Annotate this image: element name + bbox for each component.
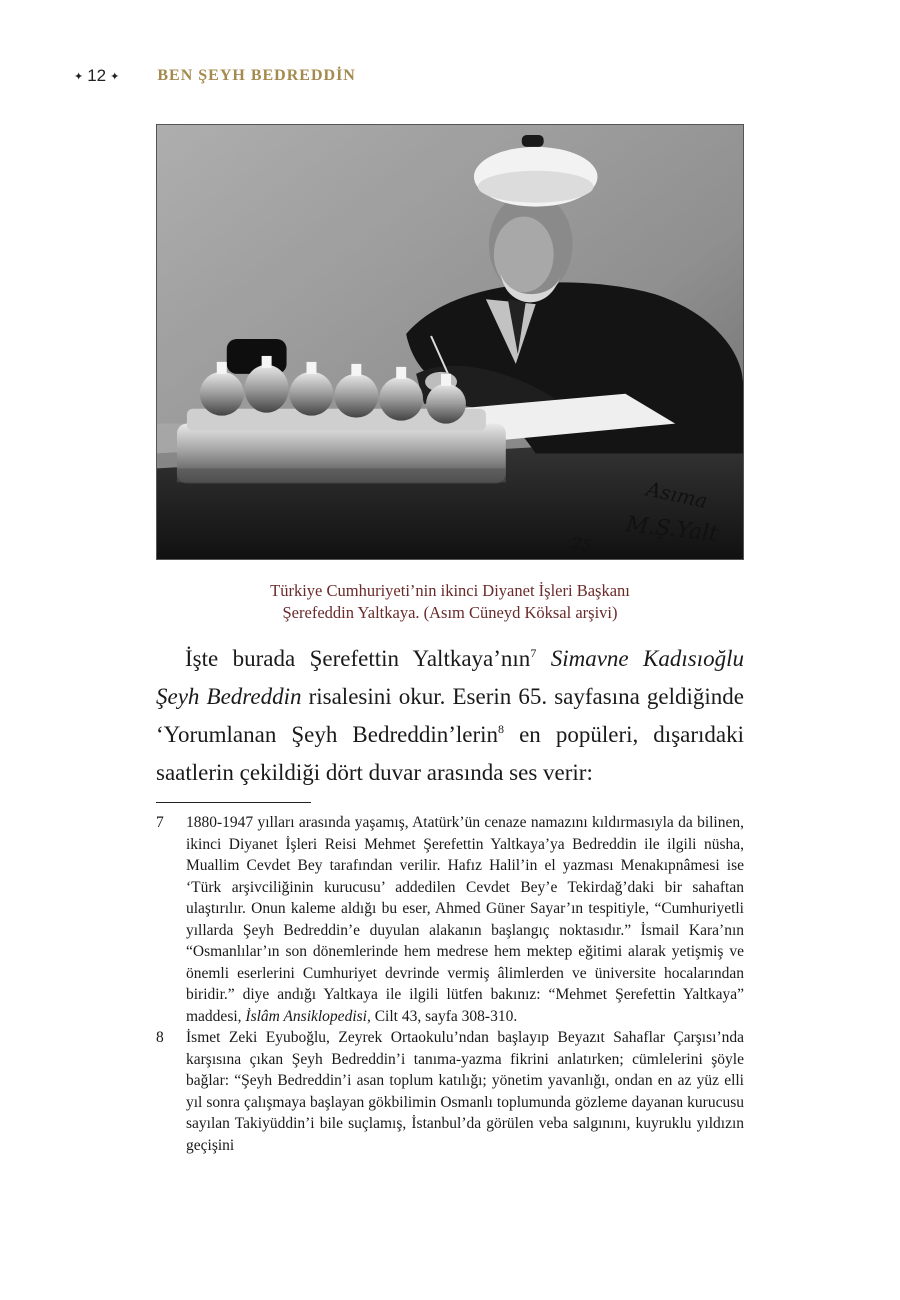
footnote-ref-8[interactable]: 8 bbox=[498, 722, 505, 736]
footnote-number: 8 bbox=[156, 1029, 164, 1046]
footnote-8 bbox=[156, 1027, 744, 1156]
body-text-span: İşte burada Şerefettin Yaltkaya’nın bbox=[185, 646, 531, 671]
photo-inscription-3: 25 bbox=[569, 533, 594, 556]
body-text bbox=[156, 640, 744, 792]
book-title-italic: Simavne Kadısıoğlu Şeyh Bedreddin bbox=[156, 646, 744, 709]
footnote-text bbox=[186, 1027, 744, 1156]
body-paragraph bbox=[156, 640, 744, 792]
portrait-photo-illustration bbox=[157, 125, 743, 559]
footnote-text bbox=[186, 812, 744, 1027]
footnote-7 bbox=[156, 812, 744, 1027]
photo-caption bbox=[156, 580, 744, 624]
footnote-text-span: İsmet Zeki Eyuboğlu, Zeyrek Ortaokulu’ndan başlayıp Beyazıt Sahaflar Çarşısı’nda karşısına çıkan Şeyh Bedreddin’i tanıma-yazma fikrini anlatırken; cümlelerini şöyle bağlar: “Şeyh Bedreddin’i asan toplum katılığı; yönetim yavanlığı, ondan en az yüz elli yıl sonra çalışmaya başlayan gökbilimin Osmanlı toplumunda gözleme dayanan kurucusu sayılan Takiyüddin’i bile suçlamış, İstanbul’da görülen veba salgınını, kuyruklu yıldızın geçişini bbox=[186, 1029, 744, 1154]
running-title: BEN ŞEYH BEDREDDİN bbox=[157, 67, 356, 84]
footnote-number: 7 bbox=[156, 814, 164, 831]
body-text-span: en popüleri, dışarıdaki saatlerin çekildiği dört duvar arasında ses verir: bbox=[156, 722, 745, 785]
caption-line-1: Türkiye Cumhuriyeti’nin ikinci Diyanet İşleri Başkanı bbox=[270, 581, 630, 600]
page-number-group bbox=[70, 66, 123, 86]
footnote-text-span: , Cilt 43, sayfa 308-310. bbox=[366, 1007, 518, 1025]
footnote-text-span: 1880-1947 yılları arasında yaşamış, Atatürk’ün cenaze namazını kıldırmasıyla da bilinen, ikinci Diyanet İşleri Reisi Mehmet Şerefettin Yaltkaya’ya Bedreddin ile ilgili nüsha, Muallim Cevdet Bey tarafından verilir. Hafız Halil’in el yazması Menakıpnâmesi ise ‘Türk arşivciliğinin kurucusu’ addedilen Cevdet Bey’e Tekirdağ’daki bir sahaftan ulaştırılır. Onun kaleme aldığı bu eser, Ahmed Güner Sayar’ın tespitiyle, “Cumhuriyetli yıllarda Şeyh Bedreddin’e duyulan alakanın başlangıç noktasıdır.” İsmail Kara’nın “Osmanlılar’ın son dönemlerinde hem medrese hem mektep eğitimi alarak yetişmiş ve önemli eserlerini Cumhuriyet devrinde vermiş âlimlerden ve üniversite hocalarından biridir.” diye andığı Yaltkaya ile ilgili lütfen bakınız: “Mehmet Şerefettin Yaltkaya” maddesi, bbox=[186, 814, 744, 1025]
footnote-italic: İslâm Ansiklopedisi bbox=[245, 1007, 367, 1025]
caption-line-2: Şerefeddin Yaltkaya. (Asım Cüneyd Köksal arşivi) bbox=[282, 603, 618, 622]
ornament-star-icon: ✦ bbox=[110, 70, 120, 83]
photo-inscription-1: Asıma bbox=[644, 477, 710, 514]
page-header bbox=[70, 64, 356, 88]
ornament-star-icon: ✦ bbox=[74, 70, 84, 83]
body-text-span bbox=[536, 646, 550, 671]
footnotes bbox=[156, 812, 744, 1156]
footnote-ref-7[interactable]: 7 bbox=[530, 646, 537, 660]
portrait-photo bbox=[156, 124, 744, 560]
footnote-divider bbox=[156, 802, 311, 803]
photo-inscription-2: M.Ş.Yalt bbox=[624, 512, 720, 547]
body-text-span: risalesini okur. Eserin 65. sayfasına geldiğinde ‘Yorumlanan Şeyh Bedreddin’lerin bbox=[156, 684, 744, 747]
page-number: 12 bbox=[87, 66, 107, 85]
